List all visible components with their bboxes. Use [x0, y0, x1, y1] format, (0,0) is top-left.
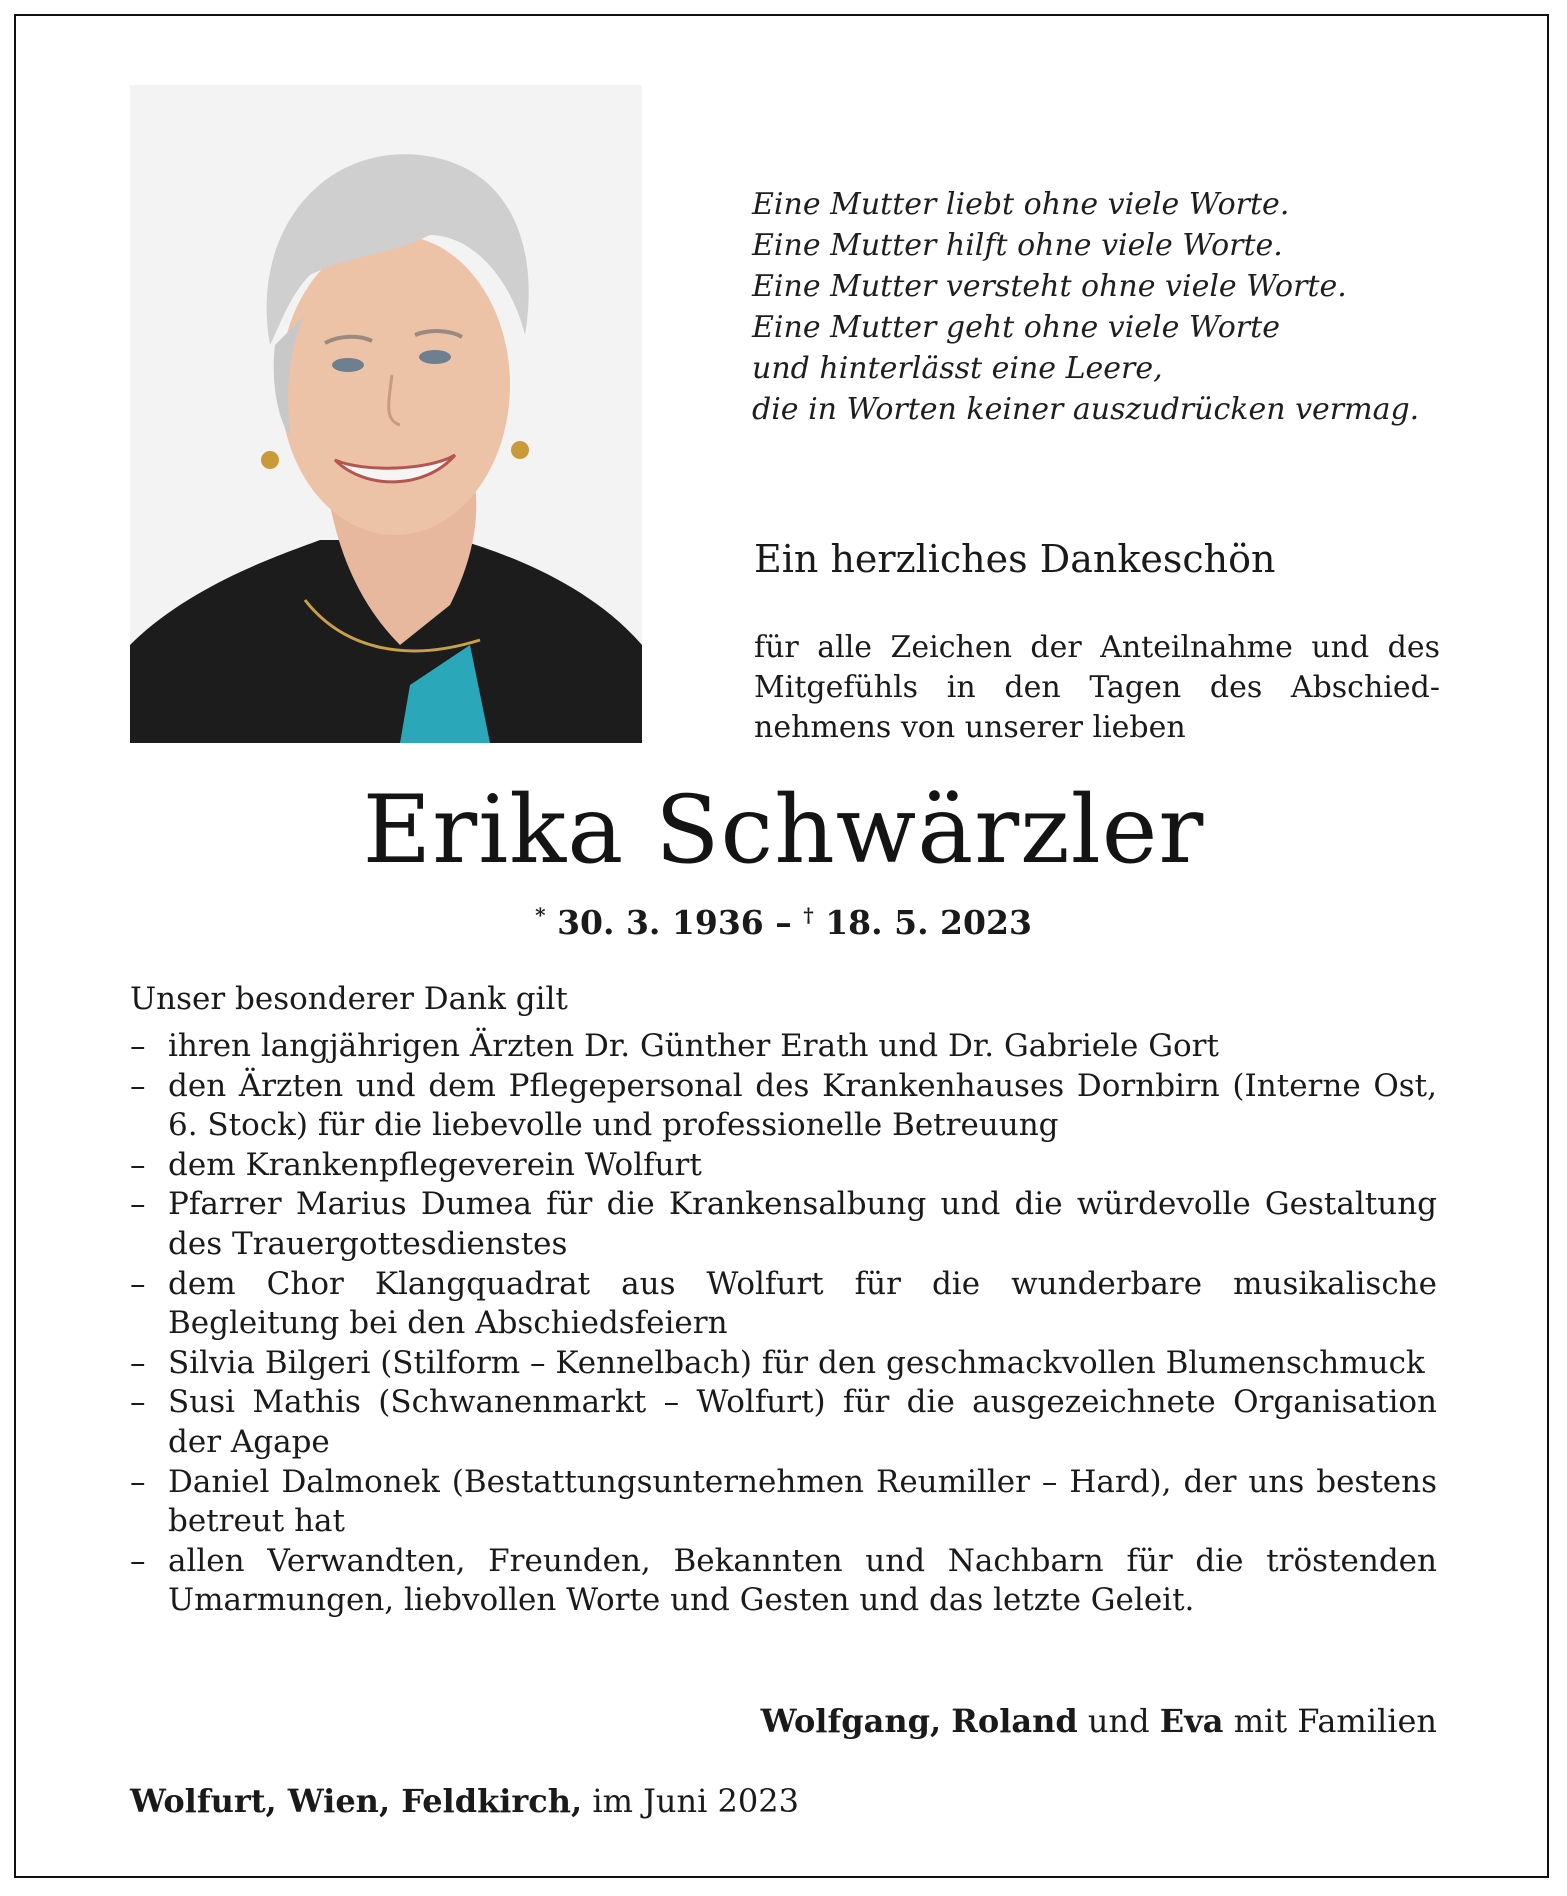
list-item [130, 1146, 1437, 1186]
dash: – [130, 1146, 146, 1183]
died-symbol: † [803, 903, 814, 927]
poem-line: Eine Mutter geht ohne viele Worte [752, 310, 1280, 345]
signature-suffix: mit Familien [1233, 1702, 1437, 1740]
thanks-title: Ein herzliches Dankeschön [754, 537, 1276, 581]
signature-name: Roland [951, 1702, 1078, 1740]
list-item [130, 1265, 1437, 1344]
birth-date: 30. 3. 1936 [557, 903, 764, 942]
thanks-line: für alle Zeichen der Anteilnahme und des [754, 630, 1440, 665]
list-item [130, 1027, 1437, 1067]
poem-line: Eine Mutter versteht ohne viele Worte. [752, 269, 1347, 304]
born-symbol: * [535, 903, 546, 927]
list-item-text: Silvia Bilgeri (Stilform – Kennelbach) für den geschmackvollen Blumenschmuck [168, 1344, 1425, 1381]
portrait-photo [130, 85, 642, 743]
poem-line: Eine Mutter liebt ohne viele Worte. [752, 187, 1290, 222]
thanks-line: nehmens von unserer lieben [754, 710, 1186, 745]
list-item-text: allen Verwandten, Freunden, Bekannten und Nachbarn für die tröstenden Umarmungen, liebvollen Worte und Gesten und das letzte Geleit. [168, 1542, 1437, 1619]
list-item-text: ihren langjährigen Ärzten Dr. Günther Erath und Dr. Gabriele Gort [168, 1028, 1219, 1064]
signature-name: Eva [1159, 1702, 1224, 1740]
dash: – [130, 1265, 146, 1302]
list-item [130, 1344, 1437, 1384]
deceased-name: Erika Schwärzler [362, 776, 1205, 885]
list-item-text: den Ärzten und dem Pflegepersonal des Krankenhauses Dornbirn (Interne Ost, 6. Stock) für die liebevolle und professionelle Betreuung [168, 1067, 1437, 1144]
dash: – [130, 1384, 146, 1421]
portrait-illustration [130, 85, 642, 743]
list-item [130, 1463, 1437, 1542]
list-item [130, 1542, 1437, 1621]
dash: – [130, 1463, 146, 1500]
dash: – [130, 1028, 146, 1064]
signature-and: und [1087, 1702, 1150, 1740]
dash: – [130, 1542, 146, 1579]
list-item-text: Susi Mathis (Schwanenmarkt – Wolfurt) für die ausgezeichnete Organisation der Agape [168, 1384, 1437, 1460]
list-item [130, 1067, 1437, 1146]
dash: – [130, 1344, 146, 1381]
date-separator: – [775, 903, 792, 942]
dash: – [130, 1186, 146, 1223]
signature-name: Wolfgang, [760, 1702, 942, 1740]
thanks-line: Mitgefühls in den Tagen des Abschied- [754, 670, 1440, 705]
poem-line: und hinterlässt eine Leere, [752, 351, 1163, 386]
thanks-text [754, 628, 1440, 748]
poem-line: die in Worten keiner auszudrücken vermag. [752, 392, 1420, 427]
dash: – [130, 1067, 146, 1104]
signature [761, 1700, 1437, 1742]
list-item-text: Daniel Dalmonek (Bestattungsunternehmen Reumiller – Hard), der uns bestens betreut hat [168, 1463, 1437, 1540]
poem-line: Eine Mutter hilft ohne viele Worte. [752, 228, 1283, 263]
list-item-text: Pfarrer Marius Dumea für die Krankensalbung und die würdevolle Gestaltung des Trauergottesdienstes [168, 1186, 1437, 1262]
place-cities: Wolfurt, Wien, Feldkirch, [130, 1782, 583, 1820]
acknowledgements-intro: Unser besonderer Dank gilt [130, 981, 568, 1017]
acknowledgements-list [130, 1027, 1437, 1621]
place-date-text: im Juni 2023 [592, 1782, 799, 1820]
list-item [130, 1383, 1437, 1462]
place-date [130, 1780, 799, 1822]
death-date: 18. 5. 2023 [825, 903, 1032, 942]
list-item-text: dem Chor Klangquadrat aus Wolfurt für die wunderbare musikalische Begleitung bei den Abschiedsfeiern [168, 1265, 1437, 1342]
life-dates [0, 893, 1567, 945]
list-item-text: dem Krankenpflegeverein Wolfurt [168, 1146, 702, 1183]
list-item [130, 1185, 1437, 1264]
poem [752, 184, 1472, 430]
